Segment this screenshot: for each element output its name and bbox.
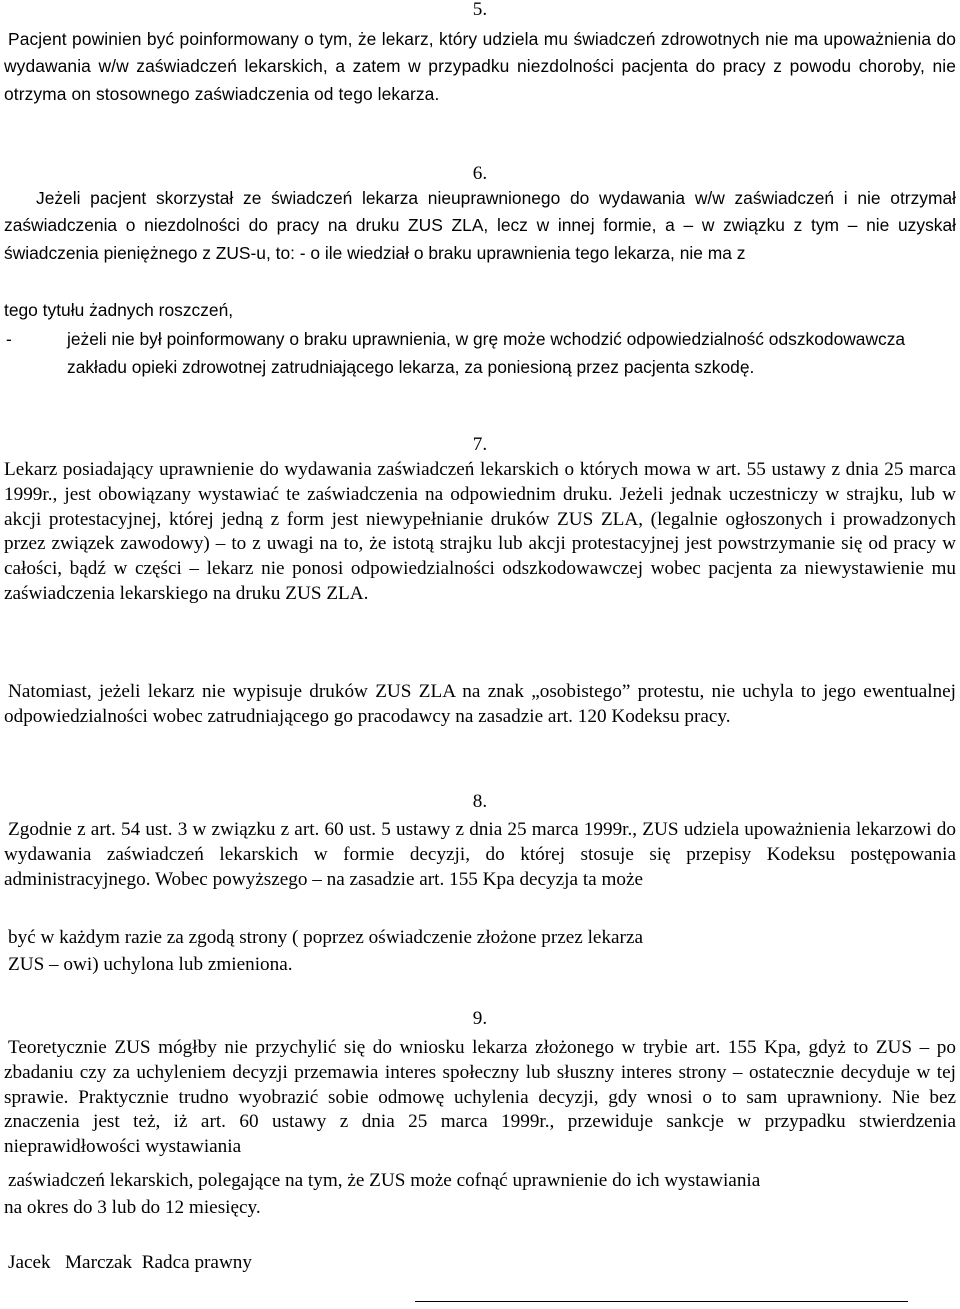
dash-bullet: - (6, 329, 12, 349)
section-5-paragraph: Pacjent powinien być poinformowany o tym, że lekarz, który udziela mu świadczeń zdrowotnych nie ma upoważnienia do wydawania w/w zaświadczeń lekarskich, a zatem w przypadku niezdolności pacjenta do pracy z powodu choroby, nie otrzyma on stosownego zaświadczenia od tego lekarza. (4, 29, 956, 104)
section-8-line-2: być w każdym razie za zgodą strony ( poprzez oświadczenie złożone przez lekarza (8, 927, 643, 948)
section-6-dash-text: jeżeli nie był poinformowany o braku uprawnienia, w grę może wchodzić odpowiedzialność odszkodowawcza zakładu opieki zdrowotnej zatrudniającego lekarza, za poniesioną przez pacjenta szkodę. (67, 329, 906, 377)
section-7-paragraph-1: Lekarz posiadający uprawnienie do wydawania zaświadczeń lekarskich o których mowa w art. 55 ustawy z dnia 25 marca 1999r., jest obowiązany wystawiać te zaświadczenia na odpowiednim druku. Jeżeli jednak uczestniczy w strajku, lub w akcji protestacyjnej, której jedną z form jest niewypełnianie druków ZUS ZLA, (legalnie ogłoszonych i prowadzonych przez związek zawodowy) – to z uwagi na to, że istotą strajku lub akcji protestacyjnej jest powstrzymanie się od pracy w całości, bądź w części – lekarz nie ponosi odpowiedzialności odszkodowawczej wobec pacjenta za niewystawienie mu zaświadczenia lekarskiego na druku ZUS ZLA. (4, 459, 956, 604)
section-7-paragraph-2: Natomiast, jeżeli lekarz nie wypisuje druków ZUS ZLA na znak „osobistego” protestu, nie uchyla to jego ewentualnej odpowiedzialności wobec zatrudniającego go pracodawcy na zasadzie art. 120 Kodeksu pracy. (4, 681, 956, 727)
section-8-paragraph: Zgodnie z art. 54 ust. 3 w związku z art. 60 ust. 5 ustawy z dnia 25 marca 1999r., ZUS udziela upoważnienia lekarzowi do wydawania zaświadczeń lekarskich w formie decyzji, do której stosuje się przepisy Kodeksu postępowania administracyjnego. Wobec powyższego – na zasadzie art. 155 Kpa decyzja ta może (4, 819, 956, 890)
section-6-dash-item (4, 325, 956, 381)
section-8-line-3: ZUS – owi) uchylona lub zmieniona. (8, 954, 293, 975)
section-number-8: 8. (472, 791, 488, 812)
signature: Jacek Marczak Radca prawny (8, 1252, 252, 1273)
section-number-9: 9. (472, 1008, 488, 1029)
signature-rule (415, 1301, 908, 1302)
section-number-6: 6. (472, 163, 488, 184)
section-6-paragraph: Jeżeli pacjent skorzystał ze świadczeń lekarza nieuprawnionego do wydawania w/w zaświadczeń i nie otrzymał zaświadczenia o niezdolności do pracy na druku ZUS ZLA, lecz w innej formie, a – w związku z tym – nie uzyskał świadczenia pieniężnego z ZUS-u, to: - o ile wiedział o braku uprawnienia tego lekarza, nie ma z (4, 188, 956, 263)
section-9-line-2: zaświadczeń lekarskich, polegające na tym, że ZUS może cofnąć uprawnienie do ich wystawiania (8, 1170, 761, 1191)
section-6-line-extra: tego tytułu żadnych roszczeń, (4, 300, 234, 320)
section-number-7: 7. (472, 434, 488, 455)
section-9-line-3: na okres do 3 lub do 12 miesięcy. (4, 1197, 261, 1218)
section-9-paragraph: Teoretycznie ZUS mógłby nie przychylić się do wniosku lekarza złożonego w trybie art. 155 Kpa, gdyż to ZUS – po zbadaniu czy za uchyleniem decyzji przemawia interes społeczny lub słuszny interes strony – ostatecznie decyduje w tej sprawie. Praktycznie trudno wyobrazić sobie odmowę uchylenia decyzji, gdy wnosi o to sam uprawniony. Nie bez znaczenia jest też, iż art. 60 ustawy z dnia 25 marca 1999r., przewiduje sankcje w przypadku stwierdzenia nieprawidłowości wystawiania (4, 1037, 956, 1158)
section-number-5: 5. (472, 0, 488, 20)
